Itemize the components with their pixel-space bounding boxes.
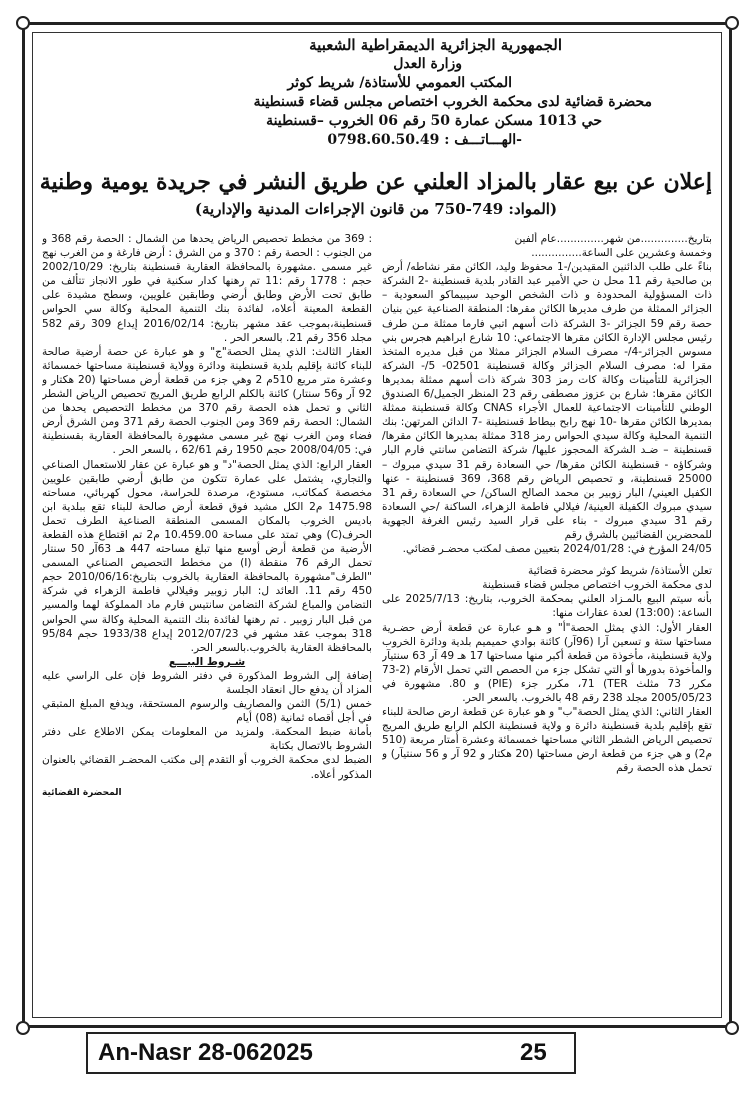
conditions-paragraph-1: إضافة إلى الشروط المذكورة في دفتر الشروط فإن على الراسي عليه المزاد أن يدفع حال انعقاد الجلسة (42, 669, 372, 696)
conditions-heading: شـروط البيـــع (168, 655, 246, 668)
right-column (382, 232, 712, 822)
corner-ornament-top-right (725, 16, 739, 30)
creditors-paragraph: بناءً على طلب الدائنين المقيدين/-1 محفوظ وليد، الكائن مقر نشاطه/ أرض بن صالحية رقم 11 محل ن حي الأمير عبد القادر بلدية قسنطينة -2 الشركة ذات المسؤولية المحدودة و ذات الشخص الوحيد سيبيماكو السعودية – الجزائر الممثلة من طرف مديرها الكائن مقرها: المنطقة الصناعية عين بنيان حصة رقم 59 الجزائر -3 الشركة ذات أسهم اتبي فارما ممثلة مـن طرف رئيس مجلس الإدارة الكائن مقرها الاجتماعي: 10 شارع ابراهيم هجرس بني مسوس الجزائر-4/- مصرف السلام الجزائر ممثلا من قبل مديره المتخذ مقرا له: مصرف السلام الجزائر وكالة قسنطينة 02501- 5/- الشركة الجزائرية للتأمينات وكالة كات رمز 303 شركة ذات أسهم ممثلة بمديرها الكائن مقرها: شارع بن عزوز مصطفى رقم 23 المنظر الجميل/6 الصندوق الوطني للتأمينات الاجتماعية للعمال الأجراء CNAS وكالة قسنطينة ممثلة بمديرها الكائن مقرها -10 نهج رابح بيطاط قسنطينة -7 الدائن المرتهن: بنك التنمية المحلية وكالة سيدي الحواس رمز 318 ممثلة بمديرها الكائن مقرها/ قسنطينة – ضـد الشركة المحجوز عليها/ شركة التضامن سانتي فارم البار وشركاؤه - قسنطينة الكائن مقرها/ حي السعادة رقم 31 سيدي مبروك – 25000 قسنطينة، و تحصيص الرياض رقم 368، 369 قسنطينة - عنها الكفيل العيني/ البار زوبير بن محمد الصالح الساكن/ حي السعادة رقم 31 سيدي مبروك الكفيلة العينية/ فيلالي فاطمة الزهراء، الساكنة /حي السعادة رقم 31 سيدي مبروك - بناء على قرار السيد رئيس الغرفة الجهوية للمحضرين القضائيين بالشرق رقم (382, 261, 712, 541)
conditions-paragraph-4: الضبط لدى محكمة الخروب أو التقدم إلى مكتب المحضـر القضائي بالعنوان المذكور أعلاه. (42, 754, 372, 781)
left-column (42, 232, 372, 832)
conditions-paragraph-3: بأمانة ضبط المحكمة. ولمزيد من المعلومات يمكن الاطلاع على دفتر الشروط بالاتصال بكتابة (42, 726, 372, 753)
header-bailiff: محضرة قضائية لدى محكمة الخروب اختصاص مجلس قضاء قسنطينة (253, 94, 652, 110)
header-republic: الجمهورية الجزائرية الديمقراطية الشعبية (309, 36, 562, 54)
document-header (40, 36, 712, 150)
property-third: العقار الثالث: الذي يمثل الحصة"ج" و هو عبارة عن حصة أرضية صالحة للبناء كائنة بإقليم بلدية قسنطينة ودائرة وولاية قسنطينة مساحتها خمسمائة وعشرة متر مربع 510م 2 وهي جزء من قطعة أرض مساحتها (20 هكتار و 92 آر و56 سنتار) كائنة بالكلم الرابع طريق المريج تحصيص الرياض الشطر الثاني و تحمل هذه الحصة رقم 370 من مخطط التحصيص يحدها من الشمال: الحصة رقم 369 ومن الجنوب الحصة رقم 371 ومن الشرق أرض فضاء ومن الغرب نهج غير مسمى مشهورة بالمحافظة العقارية بقسنطينة في: 2008/04/05 حجم 1950 رقم 62/61 ، بالسعر الحر . (42, 345, 372, 457)
time-line: وخمسة وعشرين على الساعة............... (531, 247, 712, 260)
conditions-paragraph-2: خمس (5/1) الثمن والمصاريف والرسوم المستحقة، ويدفع المبلغ المتبقي في أجل أقصاه ثمانية (08) أيام (42, 698, 372, 725)
court-line: لدى محكمة الخروب اختصاص مجلس قضاء قسنطينة (482, 579, 712, 592)
decision-paragraph: 24/05 المؤرخ في: 2024/01/28 بتعيين مصف لمكتب محضـر قضائي. (402, 543, 712, 556)
header-phone: -الهـــاتـــف : 0798.60.50.49 (327, 132, 522, 148)
header-office: المكتب العمومي للأستاذة/ شريط كوثر (287, 75, 512, 91)
header-ministry: وزارة العدل (393, 56, 462, 72)
date-line: بتاريخ..............من شهر..............عام ألفين (514, 233, 712, 245)
property-first: العقار الأول: الذي يمثل الحصة"أ" و هـو عبارة عن قطعة أرض حضـرية مساحتها ستة و تسعين آرا (96آر) كائنة بوادي حميميم بلدية ودائرة الخروب ولاية قسنطينة، مأخوذة من قطعة أكبر منها مساحتها 17 هـ 49 آر 63 سنتيآر والمأخوذة بدورها أو التي تشكل جزء من الحصص التي تحمل الأرقام (2-73 مكرر 73 مثلث TER) 71، مكرر جزء (PIE) و 80. مشهورة في 2005/05/23 مجلد 238 رقم 48 بالخروب. بالسعر الحر. (382, 621, 712, 704)
property-fourth: العقار الرابع: الذي يمثل الحصة"د" و هو عبارة عن عقار للاستعمال الصناعي والتجاري، يشتمل على عمارة تتكون من طابق أرضي طابقين علويين مخصصة كمكاتب، مستودع، مرصدة للحراسة، محول كهربائي، مساحته 1475.98 م2 الكل مشيد فوق قطعة أرض صالحة للبناء تقع ببلدية ابن باديس الخروب بالمكان المسمى المنطقة الصناعية الطرف تحمل الحرف(C) وهي تمتد على مساحة 10.459.00 م2 تم اقتطاع هذه القطعة الأرضية من قطعة أرض أوسع منها تبلغ مساحته 447 هـ 63آر 50 سنتار تحمل الرقم 76 منقطة (I) من مخطط التحصيص الصناعي المسمى "الطرف"مشهورة بالمحافظة العقارية بالخروب بتاريخ:2010/06/16 حجم 450 رقم 11. العائد ل: البار زوبير وفيلالي فاطمة الزهراء في شركة التضامن والمباع لشركة التضامن سانتيس فارم ماد المملوكة لهما والمسير من قبل البار زوبير . تم رهنها لفائدة بنك التنمية المحلية وكالة سي الحواس 318 بموجب عقد مشهر في 2012/07/23 إيداع 1933/38 حجم 95/84 بالمحافظة العقارية بالخروب.بالسعر الحر. (42, 458, 372, 654)
signature-line: المحضرة القضائية (42, 787, 122, 798)
header-address: حي 1013 مسكن عمارة 50 رقم 06 الخروب –قسنطينة (266, 113, 602, 129)
corner-ornament-bottom-left (16, 1021, 30, 1035)
property-second: العقار الثاني: الذي يمثل الحصة"ب" و هو عبارة عن قطعة ارض صالحة للبناء تقع بإقليم بلدية قسنطينة دائرة و ولاية قسنطينة الكلم الرابع طريق المريج تحصيص الرياض الشطر الثاني مساحتها خمسمائة وعشرة أمتار مربعة (510 م2) و هي جزء من قطعة ارض مساحتها (20 هكتار و 92 آر و 56 سنتيآر) و تحمل هذه الحصة رقم (382, 706, 712, 775)
announcer-line: تعلن الأستاذة/ شريط كوثر محضرة قضائية (527, 565, 712, 578)
property-second-continued: : 369 من مخطط تحصيص الرياض يحدها من الشمال : الحصة رقم 368 و من الجنوب : الحصة رقم : 370 و من الشرق : أرض فارغة و من الغرب نهج غير مسمى .مشهورة بالمحافظة العقارية قسنطينة بتاريخ: 2002/10/29 حجم : 1778 رقم :11 تم رهنها كدار سكنية في طور الانجاز تتألف من طابق تحت الأرض وطابق أرضي وطابقين علويين، وسطح مشيدة على القطعة المعينة أعلاه، لفائدة بنك التنمية المحلية وكالة سي الحواس قسنطينة،بموجب عقد مشهر بتاريخ: 2016/02/14 إيداع 309 رقم 582 مجلد 356 رقم 21. بالسعر الحر . (42, 233, 372, 344)
publication-reference: An-Nasr 28-062025 (98, 1039, 313, 1066)
notice-title: إعلان عن بيع عقار بالمزاد العلني عن طريق النشر في جريدة يومية وطنية (39, 169, 712, 195)
corner-ornament-top-left (16, 16, 30, 30)
corner-ornament-bottom-right (725, 1021, 739, 1035)
page-number: 25 (520, 1039, 547, 1066)
auction-date-paragraph: بأنه سيتم البيع بالمـزاد العلني بمحكمة الخروب، بتاريخ: 2025/7/13 على الساعة: (13:00) لعدة عقارات منها: (382, 593, 712, 620)
notice-subtitle: (المواد: 749-750 من قانون الإجراءات المدنية والإدارية) (194, 200, 558, 218)
